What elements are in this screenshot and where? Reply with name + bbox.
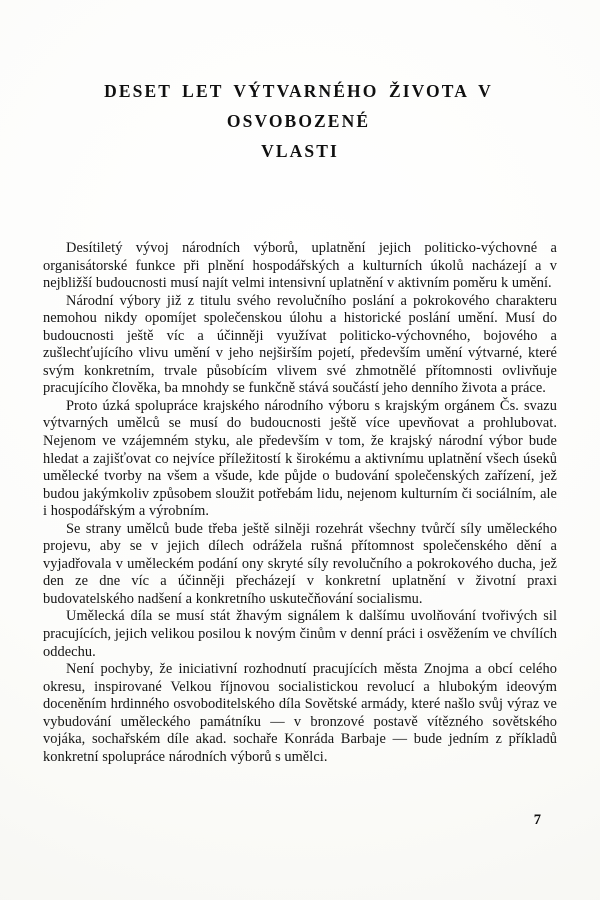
page-number: 7 [533, 812, 541, 828]
page-title-line-1: DESET LET VÝTVARNÉHO ŽIVOTA V OSVOBOZENÉ [104, 81, 493, 131]
paragraph: Proto úzká spolupráce krajského národního výboru s krajským orgánem Čs. svazu výtvarných umělců se musí do budoucnosti ještě více upevňovat a prohlubovat. Nejenom ve vzájemném styku, ale především v tom, že krajský národní výbor bude hledat a zajišťovat co nejvíce příležitostí k širokému a aktivnímu uplatnění všech úseků umělecké tvorby na všem a všude, kde půjde o budování společenských zařízení, jež budou jakýmkoliv způsobem sloužit potřebám lidu, nejenom kulturním či sociálním, ale i hospodářským a výrobním. [43, 397, 557, 520]
paragraph: Národní výbory již z titulu svého revolučního poslání a pokrokového charakteru nemohou nikdy opomíjet společenskou úlohu a historické poslání umění. Musí do budoucnosti ještě víc a účinněji využívat politicko-výchovného, bojového a zušlechťujícího vlivu umění v jeho nejširším pojetí, především umění výtvarné, které svým konkretním, trvale působícím vlivem své zhmotnělé přítomnosti ovlivňuje pracujícího člověka, ba mnohdy se funkčně stává součástí jeho denního života a práce. [43, 292, 557, 397]
body-text [43, 166, 557, 766]
page-title-line-2: VLASTI [261, 141, 339, 161]
paragraph: Desítiletý vývoj národních výborů, uplatnění jejich politicko-výchovné a organisátorské funkce při plnění hospodářských a kulturních úkolů nacházejí a v nejbližší budoucnosti musí najít velmi intensivní uplatnění v aktivním poměru k umění. [43, 240, 557, 292]
paragraph: Umělecká díla se musí stát žhavým signálem k dalšímu uvolňování tvořivých sil pracujících, jejich velikou posilou k novým činům v denní práci i osvěžením ve chvílích oddechu. [43, 608, 557, 660]
paragraph: Se strany umělců bude třeba ještě silněji rozehrát všechny tvůrčí síly uměleckého projevu, aby se v jejich dílech odrážela rušná přítomnost společenského dění a vyjadřovala v uměleckém podání ony skryté síly revolučního a pokrokového ducha, jež den ze dne víc a účinněji přecházejí v konkretní uplatnění v životní praxi budovatelského nadšení a konkretního uskutečňování socialismu. [43, 520, 557, 607]
paragraph: Není pochyby, že iniciativní rozhodnutí pracujících města Znojma a obcí celého okresu, inspirované Velkou říjnovou socialistickou revolucí a hlubokým ideovým doceněním hrdinného osvoboditelského díla Sovětské armády, které našlo svůj výraz ve vybudování uměleckého památníku — v bronzové postavě vítězného sovětského vojáka, sochařském díle akad. sochaře Konráda Barbaje — bude jedním z příkladů konkretní spolupráce národních výborů s umělci. [43, 661, 557, 765]
page-title [43, 0, 557, 166]
page-content-area [43, 0, 557, 900]
